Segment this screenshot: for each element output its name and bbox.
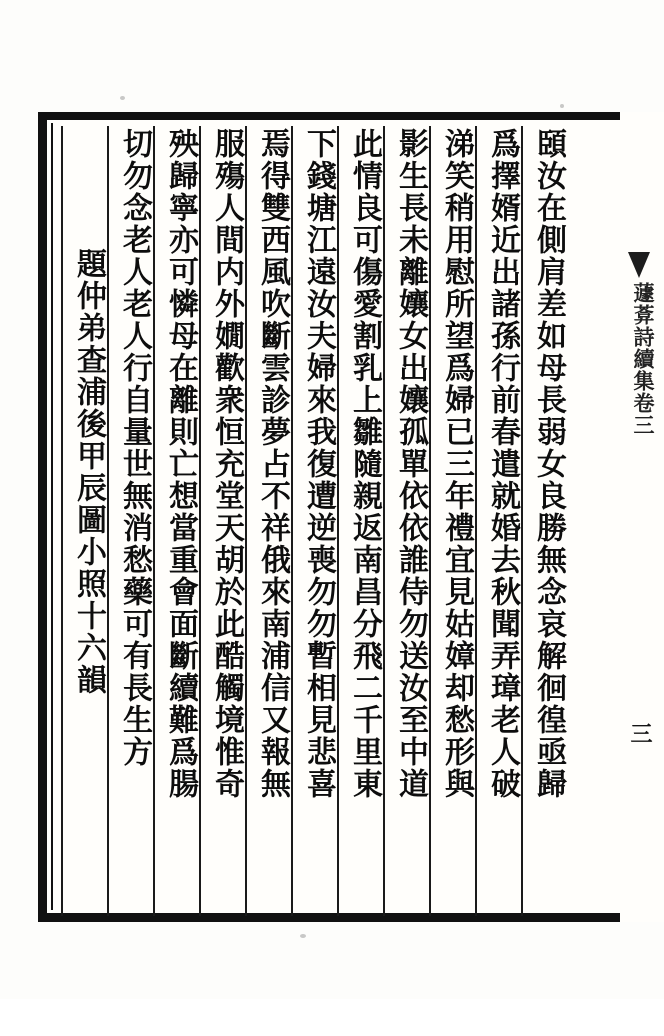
text-column — [245, 126, 291, 916]
text-column — [383, 126, 429, 916]
text-column — [475, 126, 521, 916]
text-column — [107, 126, 153, 916]
text-column — [429, 126, 475, 916]
ink-speck — [560, 104, 564, 108]
ink-speck — [300, 934, 306, 938]
text-column — [199, 126, 245, 916]
ink-speck — [120, 96, 125, 100]
page-margin-strip — [620, 112, 664, 922]
column-text: 切勿念老人老人行自量世無消愁藥可有長生方 — [117, 128, 152, 768]
column-text: 殃歸寧亦可憐母在離則亡想當重會面斷續難爲腸 — [163, 128, 198, 800]
colophon-column — [61, 126, 107, 916]
fishtail-icon — [628, 252, 650, 278]
colophon-text: 題仲弟查浦後甲辰圖小照十六韻 — [71, 248, 106, 696]
column-text: 頣汝在側肩差如母長弱女良勝無念哀解徊徨亟歸 — [531, 128, 566, 800]
vertical-text-columns — [61, 126, 567, 918]
text-column — [521, 126, 567, 916]
text-block-frame — [38, 112, 638, 922]
column-text: 焉得雙西風吹斷雲診夢占不祥俄來南浦信又報無 — [255, 128, 290, 800]
text-column — [291, 126, 337, 916]
text-column — [337, 126, 383, 916]
column-text: 此情良可傷愛割乳上雛隨親返南昌分飛二千里東 — [347, 128, 382, 800]
column-text: 涕笑稍用慰所望爲婦已三年禮宜見姑嫜却愁形與 — [439, 128, 474, 800]
running-title: 蘧葊詩續集卷三 — [631, 282, 656, 436]
column-text: 影生長未離孃女出孃孤單依依誰侍勿送汝至中道 — [393, 128, 428, 800]
text-column — [153, 126, 199, 916]
column-text: 爲擇婿近出諸孫行前春遣就婚去秋聞弄璋老人破 — [485, 128, 520, 800]
column-text: 下錢塘江遠汝夫婦來我復遭逆喪勿勿暫相見悲喜 — [301, 128, 336, 800]
column-text: 服殤人間内外嫺歡衆恒充堂天胡於此酷觸境惟奇 — [209, 128, 244, 800]
folio-number: 三 — [627, 722, 653, 744]
